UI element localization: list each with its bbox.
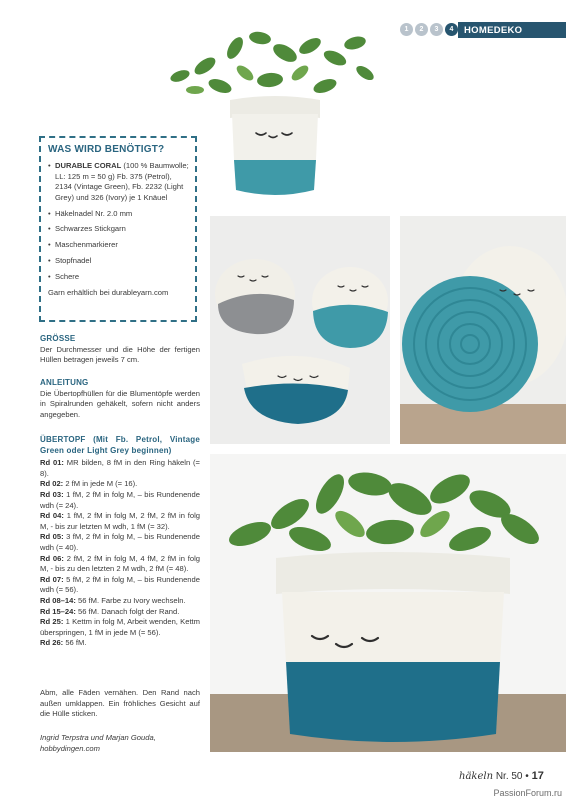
list-item: • Schwarzes Stickgarn bbox=[48, 224, 189, 234]
round-row: Rd 05: 3 fM, 2 fM in folg M, – bis Rundenende wdh (= 40). bbox=[40, 532, 200, 552]
list-item: • DURABLE CORAL (100 % Baumwolle; LL: 125 m = 50 g) Fb. 375 (Petrol), 2134 (Vintage Green), Fb. 2232 (Light Grey) und 326 (Ivory) je 1 Knäuel bbox=[48, 161, 189, 203]
round-row: Rd 26: 56 fM. bbox=[40, 638, 87, 648]
authors: Ingrid Terpstra und Marjan Gouda, hobbydingen.com bbox=[40, 733, 156, 753]
groesse-text: Der Durchmesser und die Höhe der fertigen Hüllen betragen jeweils 7 cm. bbox=[40, 344, 200, 365]
round-row: Rd 06: 2 fM, 2 fM in folg M, 4 fM, 2 fM in folg M, - bis zu den letzten 2 M wdh, 2 fM (= 48). bbox=[40, 553, 200, 574]
difficulty-indicator bbox=[400, 23, 458, 36]
magazine-name: häkeln bbox=[459, 771, 494, 782]
materials-box bbox=[39, 136, 197, 322]
photo-pot-bottom bbox=[400, 216, 566, 444]
round-row: Rd 03: 1 fM, 2 fM in folg M, – bis Rundenende wdh (= 24). bbox=[40, 489, 200, 510]
materials-title: WAS WIRD BENÖTIGT? bbox=[48, 144, 165, 155]
difficulty-dot: 2 bbox=[415, 23, 428, 36]
uebertopf-heading: ÜBERTOPF (Mit Fb. Petrol, Vintage Green oder Light Grey beginnen) bbox=[40, 435, 200, 455]
round-row: Rd 08–14: 56 fM. Farbe zu Ivory wechseln. bbox=[40, 595, 186, 605]
issue-number: Nr. 50 bbox=[495, 771, 523, 782]
groesse-heading: GRÖSSE bbox=[40, 334, 76, 343]
uebertopf-section bbox=[40, 435, 200, 649]
footer-bullet: • bbox=[525, 771, 529, 782]
difficulty-dot: 3 bbox=[430, 23, 443, 36]
anleitung-section bbox=[40, 378, 200, 420]
round-row: Rd 02: 2 fM in jede M (= 16). bbox=[40, 479, 138, 489]
difficulty-dot-active: 4 bbox=[445, 23, 458, 36]
watermark: PassionForum.ru bbox=[493, 788, 562, 798]
list-item: • Maschenmarkierer bbox=[48, 240, 189, 250]
round-row: Rd 01: MR bilden, 8 fM in den Ring häkeln (= 8). bbox=[40, 458, 200, 478]
page-number: 17 bbox=[531, 770, 544, 782]
list-item: • Häkelnadel Nr. 2.0 mm bbox=[48, 209, 189, 219]
section-tag: HOMEDEKO bbox=[458, 22, 566, 38]
anleitung-heading: ANLEITUNG bbox=[40, 378, 89, 387]
round-row: Rd 04: 1 fM, 2 fM in folg M, 2 fM, 2 fM in folg M, - bis zur letzten M wdh, 1 fM (= 32). bbox=[40, 511, 200, 531]
photo-pot-large bbox=[210, 454, 566, 752]
photo-shells bbox=[210, 216, 390, 444]
anleitung-text: Die Übertopfhüllen für die Blumentöpfe werden in Spiralrunden gehäkelt, sofern nicht anders angegeben. bbox=[40, 388, 200, 419]
round-row: Rd 15–24: 56 fM. Danach folgt der Rand. bbox=[40, 606, 180, 616]
list-item: • Schere bbox=[48, 272, 189, 282]
finish-text: Abm, alle Fäden vernähen. Den Rand nach außen umklappen. Ein fröhliches Gesicht auf die Hülle sticken. bbox=[40, 688, 200, 719]
materials-list bbox=[48, 161, 189, 282]
round-row: Rd 25: 1 Kettm in folg M, Arbeit wenden, Kettm überspringen, 1 fM in jede M (= 56). bbox=[40, 617, 200, 637]
list-item: • Stopfnadel bbox=[48, 256, 189, 266]
materials-footer: Garn erhältlich bei durableyarn.com bbox=[48, 288, 169, 298]
groesse-section bbox=[40, 334, 200, 366]
page-footer bbox=[459, 770, 544, 782]
round-row: Rd 07: 5 fM, 2 fM in folg M, – bis Rundenende wdh (= 56). bbox=[40, 574, 200, 595]
difficulty-dot: 1 bbox=[400, 23, 413, 36]
